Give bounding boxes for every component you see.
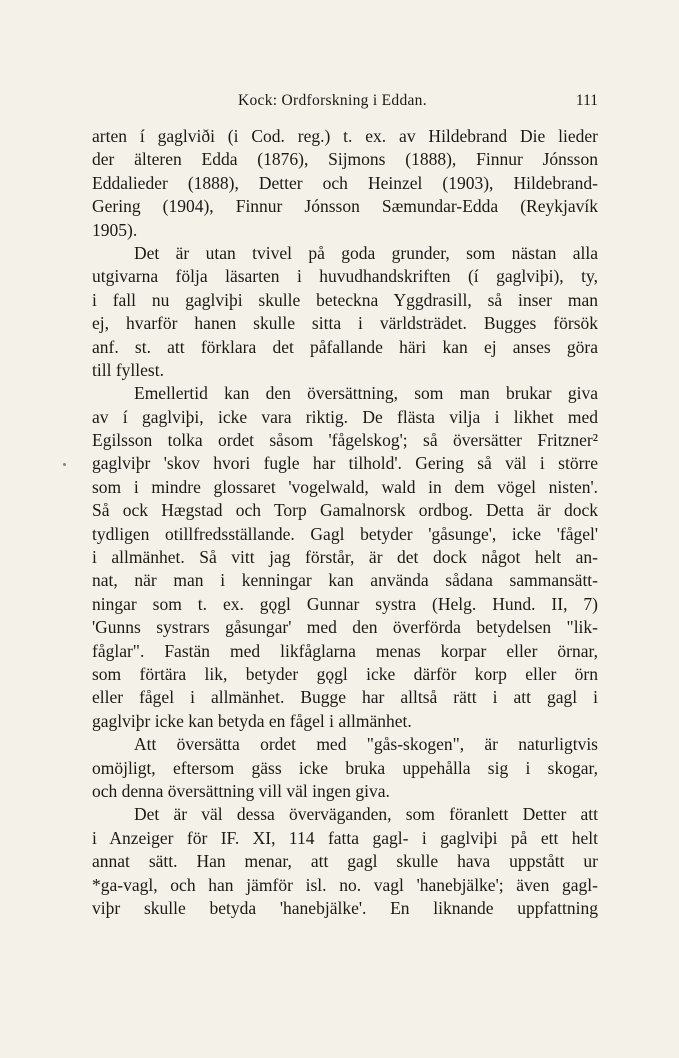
text-line: till fyllest. [92,359,164,380]
paragraph-first-line: Att översätta ordet med "gås-skogen", är naturligtvis [134,734,598,755]
text-line: eller fågel i allmänhet. Bugge har alltså rätt i att gagl i [92,687,598,708]
text-line: viþr skulle betyda 'hanebjälke'. En liknande uppfattning [92,897,598,918]
text-line: omöjligt, eftersom gäss icke bruka uppehålla sig i skogar, [92,757,598,778]
text-line: Eddalieder (1888), Detter och Heinzel (1903), Hildebrand- [92,172,598,193]
running-header [92,92,598,114]
text-line: ningar som t. ex. gǫgl Gunnar systra (Helg. Hund. II, 7) [92,593,598,614]
text-line: arten í gaglviði (i Cod. reg.) t. ex. av Hildebrand Die lieder [92,126,598,146]
paragraph-first-line: Det är utan tvivel på goda grunder, som nästan alla [134,242,598,263]
text-line: Egilsson tolka ordet såsom 'fågelskog'; så översätter Fritzner² [92,430,598,451]
text-line: som förtära lik, betyder gǫgl icke därför korp eller örn [92,663,598,684]
running-title: Kock: Ordforskning i Eddan. [238,92,427,109]
text-line: i allmänhet. Så vitt jag förstår, är det dock något helt an- [92,547,598,568]
text-line: fåglar". Fastän med likfåglarna menas korpar eller örnar, [92,640,598,661]
paragraph-first-line: Emellertid kan den översättning, som man brukar giva [134,383,598,404]
text-line: nat, när man i kenningar kan använda sådana sammansätt- [92,570,598,591]
page-number: 111 [575,92,598,109]
text-line: i fall nu gaglviþi skulle beteckna Yggdrasill, så inser man [92,289,598,310]
text-line: i Anzeiger för IF. XI, 114 fatta gagl- i gaglviþi på ett helt [92,827,598,848]
text-line: som i mindre glossaret 'vogelwald, wald in dem vögel nisten'. [92,476,598,497]
body-text [92,125,598,920]
text-line: utgivarna följa läsarten i huvudhandskriften (í gaglviþi), ty, [92,266,598,287]
text-line: av í gaglviþi, icke vara riktig. De flästa vilja i likhet med [92,406,598,427]
text-line: 'Gunns systrars gåsungar' med den överförda betydelsen "lik- [92,617,598,638]
text-line: gaglviþr 'skov hvori fugle har tilhold'. Gering så väl i större [92,453,598,474]
text-line: annat sätt. Han menar, att gagl skulle hava uppstått ur [92,851,598,872]
margin-speck [63,463,66,466]
text-line: gaglviþr icke kan betyda en fågel i allmänhet. [92,710,412,731]
text-line: och denna översättning vill väl ingen giva. [92,780,390,801]
text-line: ej, hvarför hanen skulle sitta i världsträdet. Bugges försök [92,313,598,334]
text-line: *ga-vagl, och han jämför isl. no. vagl 'hanebjälke'; även gagl- [92,874,598,895]
text-line: tydligen otillfredsställande. Gagl betyder 'gåsunge', icke 'fågel' [92,523,598,544]
paragraph-first-line: Det är väl dessa överväganden, som föranlett Detter att [134,804,598,825]
text-line: anf. st. att förklara det påfallande häri kan ej anses göra [92,336,598,357]
text-line: der älteren Edda (1876), Sijmons (1888), Finnur Jónsson [92,149,598,170]
text-line: 1905). [92,219,138,240]
text-line: Så ock Hægstad och Torp Gamalnorsk ordbog. Detta är dock [92,500,598,521]
text-line: Gering (1904), Finnur Jónsson Sæmundar-Edda (Reykjavík [92,196,598,217]
